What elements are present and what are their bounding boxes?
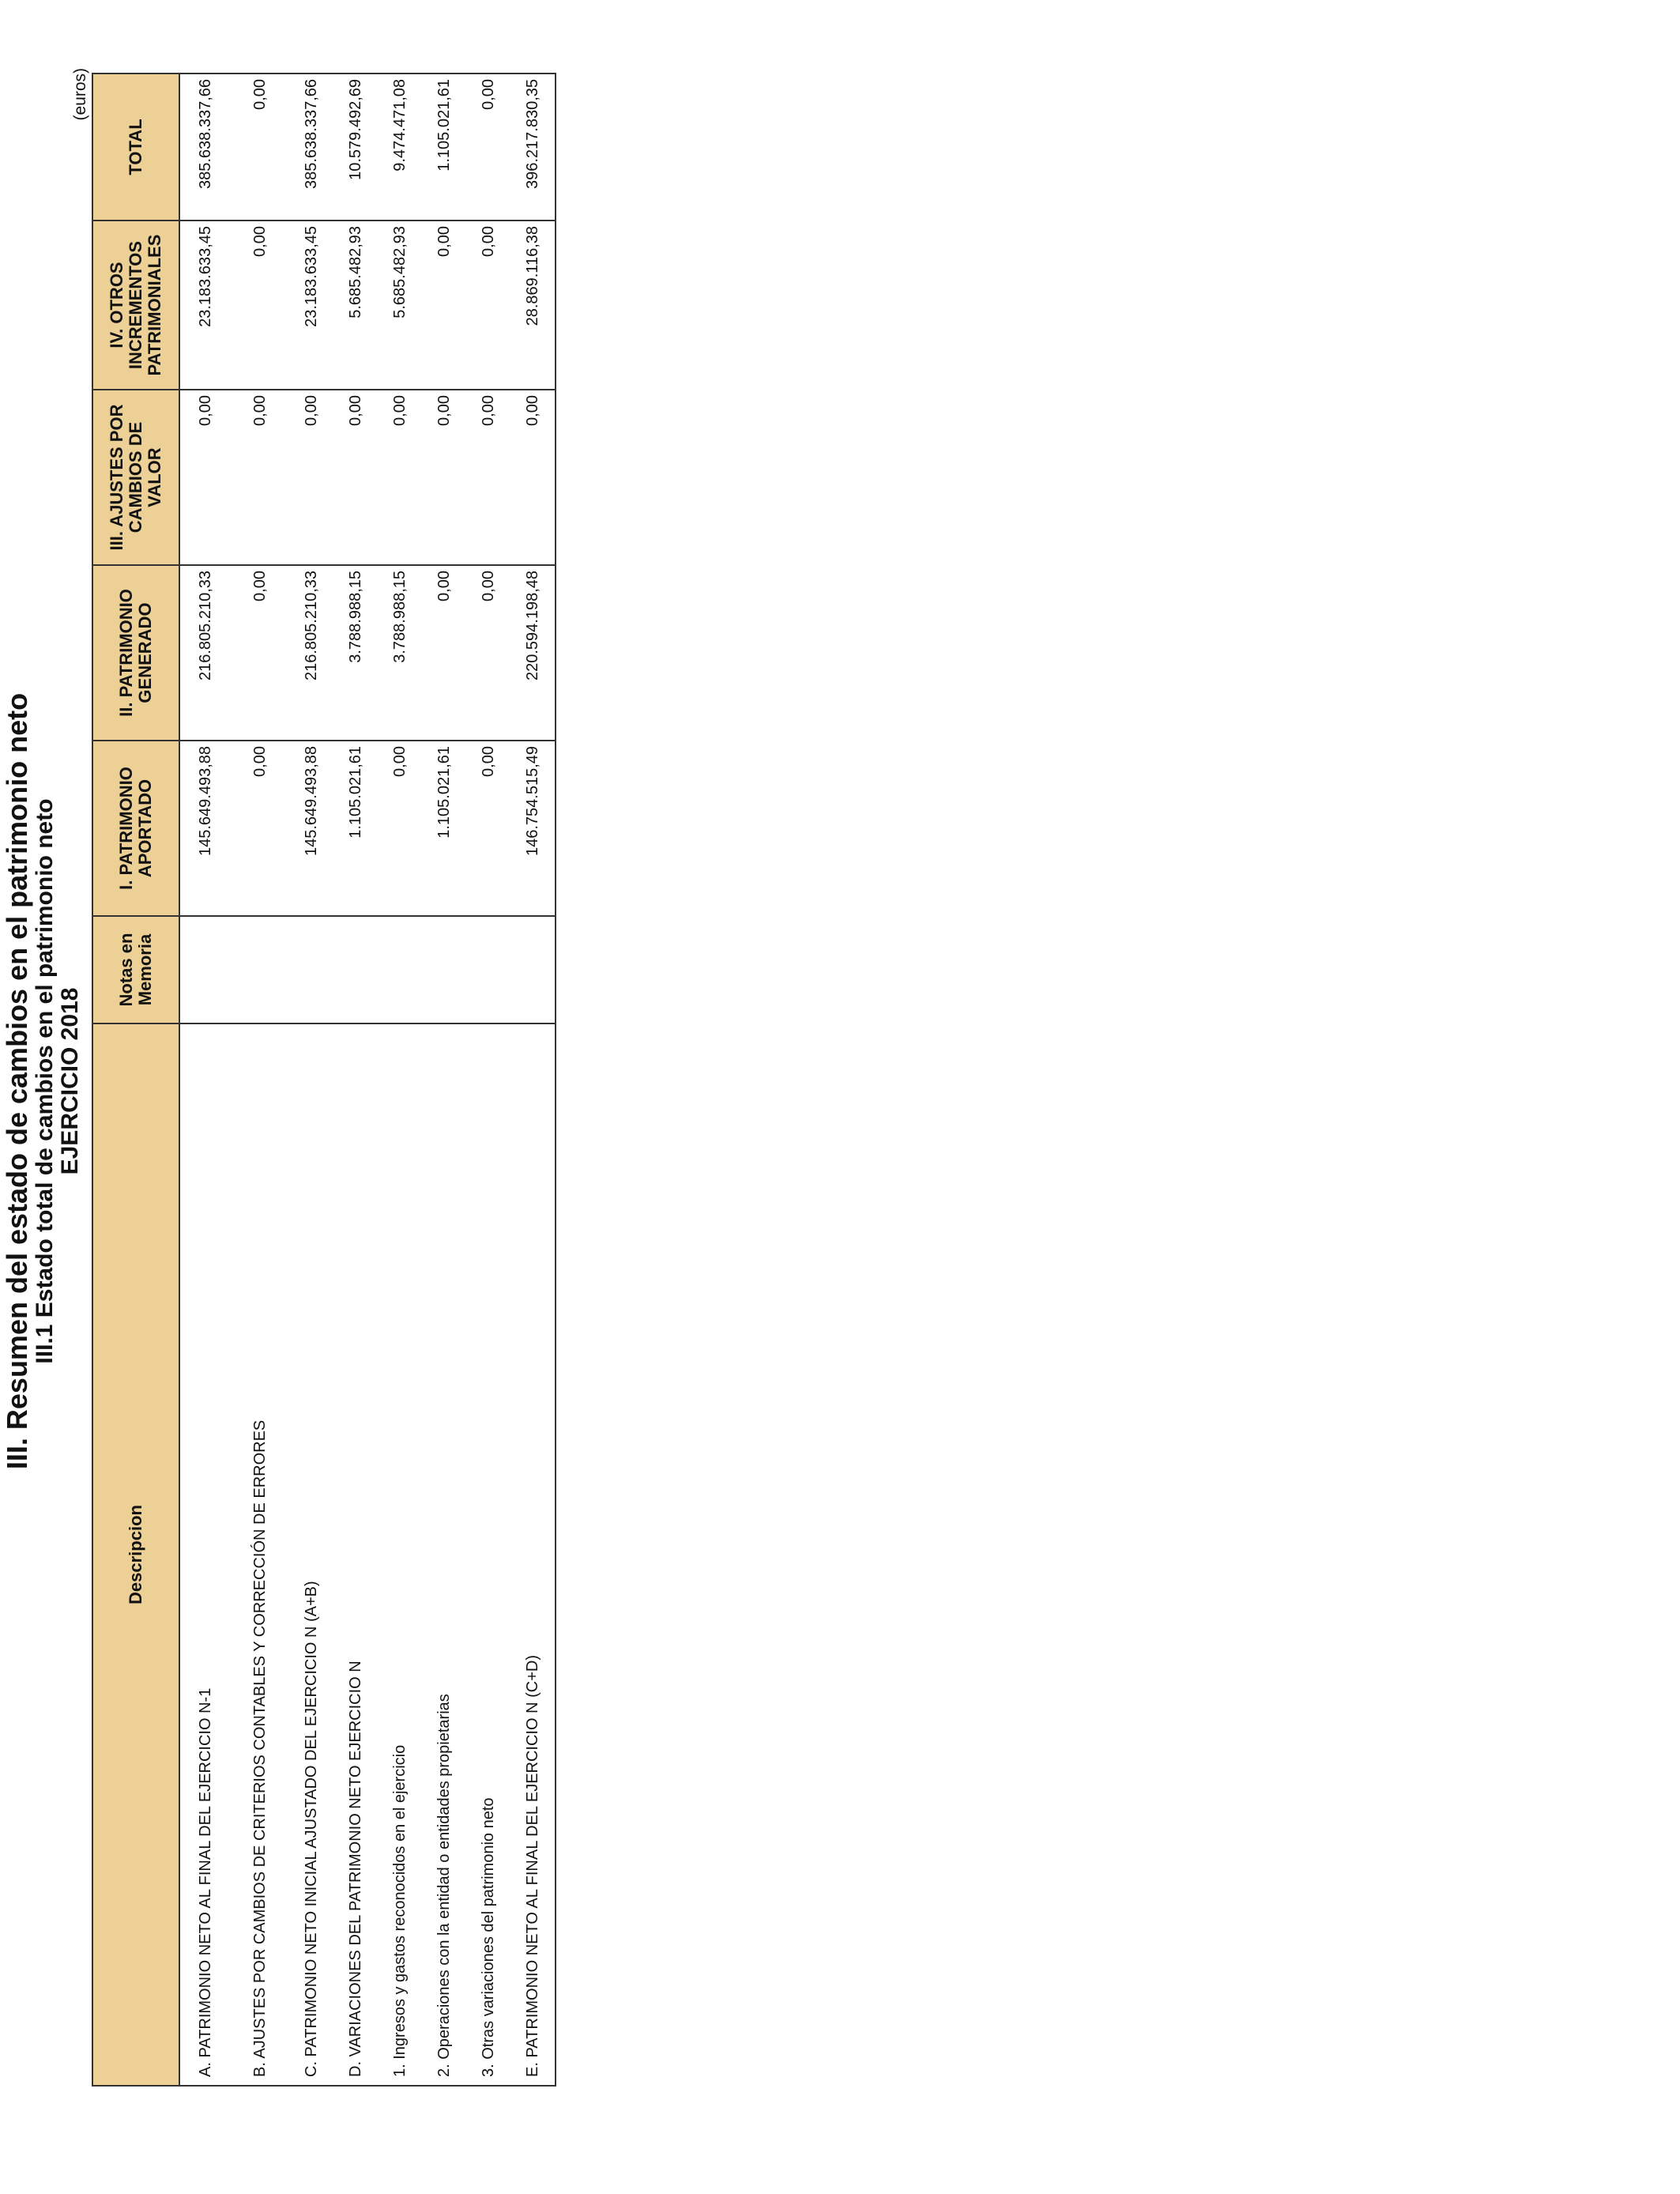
header-patrimonio-aportado: I. PATRIMONIO APORTADO xyxy=(92,741,179,916)
row-generado: 216.805.210,33 xyxy=(179,565,231,741)
row-notas xyxy=(510,916,556,1023)
row-description: C. PATRIMONIO NETO INICIAL AJUSTADO DEL EJERCICIO N (A+B) xyxy=(289,1023,333,2086)
row-notas xyxy=(422,916,466,1023)
row-otros: 5.685.482,93 xyxy=(378,221,422,390)
row-total: 10.579.492,69 xyxy=(333,74,378,221)
row-otros: 28.869.116,38 xyxy=(510,221,556,390)
row-notas xyxy=(231,916,289,1023)
row-total: 385.638.337,66 xyxy=(179,74,231,221)
row-generado: 3.788.988,15 xyxy=(333,565,378,741)
row-ajustes: 0,00 xyxy=(231,390,289,565)
row-description: A. PATRIMONIO NETO AL FINAL DEL EJERCICIO N-1 xyxy=(179,1023,231,2086)
row-description: 3. Otras variaciones del patrimonio neto xyxy=(466,1023,510,2086)
row-generado: 0,00 xyxy=(231,565,289,741)
header-ajustes-valor: III. AJUSTES POR CAMBIOS DE VALOR xyxy=(92,390,179,565)
page-subtitle: III.1 Estado total de cambios en el patrimonio neto xyxy=(32,798,58,1364)
patrimonio-table xyxy=(92,73,556,2087)
header-otros-incrementos: IV. OTROS INCREMENTOS PATRIMONIALES xyxy=(92,221,179,390)
row-ajustes: 0,00 xyxy=(289,390,333,565)
row-total: 0,00 xyxy=(231,74,289,221)
row-notas xyxy=(289,916,333,1023)
row-description: E. PATRIMONIO NETO AL FINAL DEL EJERCICIO N (C+D) xyxy=(510,1023,556,2086)
table-row xyxy=(466,74,510,2086)
table-row xyxy=(510,74,556,2086)
row-total: 396.217.830,35 xyxy=(510,74,556,221)
header-notas: Notas en Memoria xyxy=(92,916,179,1023)
row-description: 1. Ingresos y gastos reconocidos en el ejercicio xyxy=(378,1023,422,2086)
row-ajustes: 0,00 xyxy=(510,390,556,565)
row-notas xyxy=(378,916,422,1023)
row-otros: 0,00 xyxy=(466,221,510,390)
row-otros: 23.183.633,45 xyxy=(179,221,231,390)
rotated-page xyxy=(2,38,539,2124)
row-ajustes: 0,00 xyxy=(179,390,231,565)
header-patrimonio-generado: II. PATRIMONIO GENERADO xyxy=(92,565,179,741)
row-otros: 5.685.482,93 xyxy=(333,221,378,390)
row-total: 9.474.471,08 xyxy=(378,74,422,221)
row-ajustes: 0,00 xyxy=(378,390,422,565)
row-aportado: 145.649.493,88 xyxy=(179,741,231,916)
row-description: 2. Operaciones con la entidad o entidades propietarias xyxy=(422,1023,466,2086)
header-descripcion: Descripcion xyxy=(92,1023,179,2086)
table-row xyxy=(289,74,333,2086)
table-row xyxy=(231,74,289,2086)
row-generado: 0,00 xyxy=(422,565,466,741)
row-generado: 216.805.210,33 xyxy=(289,565,333,741)
row-otros: 0,00 xyxy=(231,221,289,390)
row-description: B. AJUSTES POR CAMBIOS DE CRITERIOS CONTABLES Y CORRECCIÓN DE ERRORES xyxy=(231,1023,289,2086)
row-otros: 0,00 xyxy=(422,221,466,390)
row-total: 0,00 xyxy=(466,74,510,221)
row-aportado: 1.105.021,61 xyxy=(422,741,466,916)
row-aportado: 0,00 xyxy=(378,741,422,916)
row-notas xyxy=(179,916,231,1023)
table-row xyxy=(378,74,422,2086)
row-ajustes: 0,00 xyxy=(422,390,466,565)
row-generado: 0,00 xyxy=(466,565,510,741)
row-generado: 3.788.988,15 xyxy=(378,565,422,741)
row-ajustes: 0,00 xyxy=(466,390,510,565)
row-description: D. VARIACIONES DEL PATRIMONIO NETO EJERCICIO N xyxy=(333,1023,378,2086)
table-row xyxy=(179,74,231,2086)
row-total: 385.638.337,66 xyxy=(289,74,333,221)
table-row xyxy=(422,74,466,2086)
exercise-label: EJERCICIO 2018 xyxy=(57,987,83,1175)
row-notas xyxy=(466,916,510,1023)
row-otros: 23.183.633,45 xyxy=(289,221,333,390)
table-row xyxy=(333,74,378,2086)
row-generado: 220.594.198,48 xyxy=(510,565,556,741)
row-aportado: 1.105.021,61 xyxy=(333,741,378,916)
table-header-row xyxy=(92,74,179,2086)
row-notas xyxy=(333,916,378,1023)
row-total: 1.105.021,61 xyxy=(422,74,466,221)
row-aportado: 145.649.493,88 xyxy=(289,741,333,916)
page-title: III. Resumen del estado de cambios en el patrimonio neto xyxy=(1,692,33,1470)
row-aportado: 0,00 xyxy=(231,741,289,916)
row-ajustes: 0,00 xyxy=(333,390,378,565)
units-label: (euros) xyxy=(71,68,89,121)
row-aportado: 0,00 xyxy=(466,741,510,916)
row-aportado: 146.754.515,49 xyxy=(510,741,556,916)
header-total: TOTAL xyxy=(92,74,179,221)
